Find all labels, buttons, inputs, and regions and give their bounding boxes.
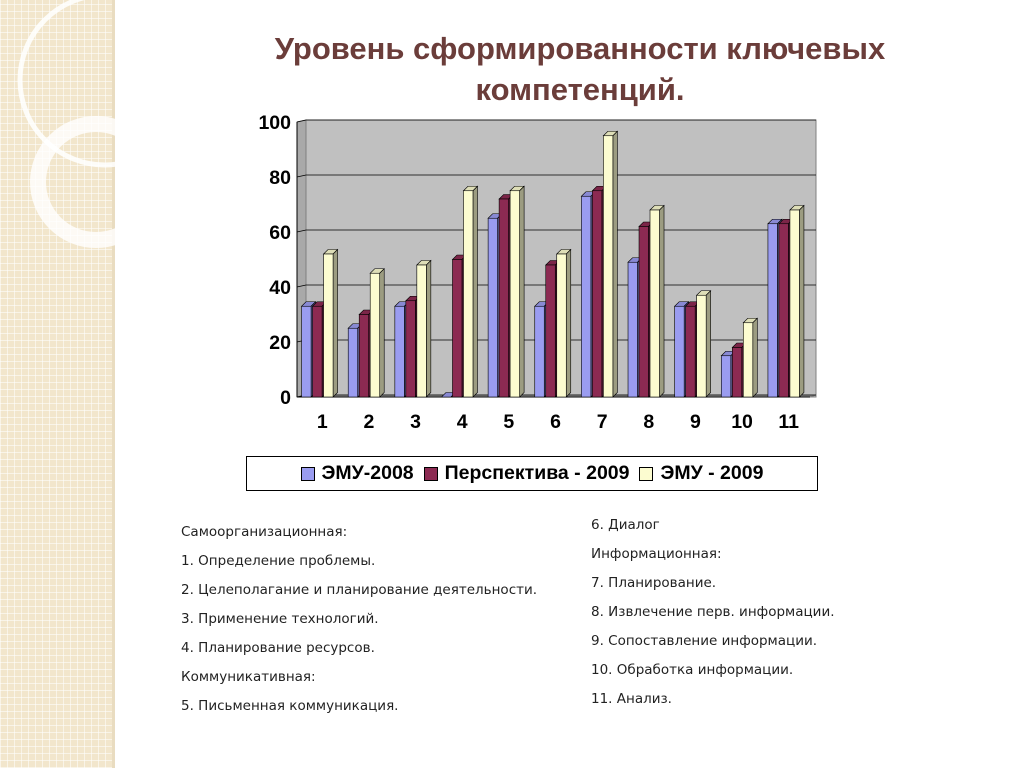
note-line: 9. Сопоставление информации. [591,633,818,649]
y-tick-label: 60 [269,222,291,244]
bar [370,273,380,397]
slide-title [230,28,930,110]
x-tick-label: 8 [643,411,655,433]
bar [743,323,753,397]
bar [452,260,462,398]
bar [348,328,358,397]
bar [686,306,696,397]
bar [779,224,789,397]
x-tick-label: 10 [731,411,753,433]
bar [359,315,369,398]
bar-side [753,318,758,397]
bar [592,191,602,397]
legend-item [301,462,414,485]
bar-side [613,131,618,397]
notes-left-column [181,518,537,721]
bar [488,218,498,397]
note-line: 10. Обработка информации. [591,662,794,678]
legend-label-perspektiva-2009: Перспектива - 2009 [444,462,630,484]
bar [697,295,707,397]
bar-side [426,261,431,398]
legend-label-emu-2008: ЭМУ-2008 [321,462,414,484]
bar [406,301,416,397]
bar [628,262,638,397]
note-line: Информационная: [591,546,722,562]
bar [510,191,520,397]
bar [650,210,660,397]
notes-right-column [591,511,835,714]
bar-side [473,186,478,397]
x-tick-label: 4 [456,411,468,433]
note-line: 1. Определение проблемы. [181,553,376,569]
note-line: 4. Планирование ресурсов. [181,640,375,656]
bar [313,306,323,397]
bar [581,196,591,397]
bar [535,306,545,397]
bar [324,254,334,397]
x-tick-label: 6 [550,411,561,433]
side-strip-edge [112,0,115,768]
legend-item [424,462,630,485]
bar-chart [240,108,830,438]
note-line: 6. Диалог [591,517,660,533]
bar [603,136,613,397]
y-tick-label: 80 [269,167,291,189]
note-line: 2. Целеполагание и планирование деятельности. [181,582,538,598]
decorative-side-strip [0,0,112,768]
x-tick-label: 2 [363,411,375,433]
note-line: 8. Извлечение перв. информации. [591,604,835,620]
bar [417,265,427,397]
bar-side [566,250,571,398]
legend-swatch-perspektiva-2009 [424,467,438,481]
slide-title-line-2: компетенций. [475,72,685,107]
bar-side [799,206,804,398]
bar [790,210,800,397]
bar [546,265,556,397]
note-line: 7. Планирование. [591,575,717,591]
x-tick-label: 3 [410,411,422,433]
bar [499,199,509,397]
chart-legend [246,456,818,491]
legend-item [639,462,763,485]
bar [639,227,649,398]
slide-title-line-1: Уровень сформированности ключевых [274,31,886,66]
x-tick-label: 5 [503,411,515,433]
bar-side [520,186,525,397]
x-tick-label: 11 [778,411,799,433]
bar [675,306,685,397]
bar-side [380,269,385,397]
legend-swatch-emu-2009 [639,467,653,481]
bar [302,306,312,397]
bar [732,348,742,398]
legend-label-emu-2009: ЭМУ - 2009 [660,462,764,484]
bar [768,224,778,397]
note-line: 5. Письменная коммуникация. [181,698,399,714]
note-line: Коммуникативная: [181,669,316,685]
bar-side [660,206,665,398]
note-line: 3. Применение технологий. [181,611,379,627]
y-tick-label: 20 [269,332,291,354]
legend-swatch-emu-2008 [301,467,315,481]
bar-side [333,250,338,398]
y-tick-label: 40 [269,277,291,299]
bar [395,306,405,397]
note-line: 11. Анализ. [591,691,672,707]
note-line: Самоорганизационная: [181,524,348,540]
y-tick-label: 0 [280,387,291,409]
x-tick-label: 1 [316,411,328,433]
x-tick-label: 7 [596,411,608,433]
bar [721,356,731,397]
bar-side [706,291,711,397]
bar [557,254,567,397]
bar [463,191,473,397]
y-tick-label: 100 [258,112,291,134]
x-tick-label: 9 [689,411,701,433]
